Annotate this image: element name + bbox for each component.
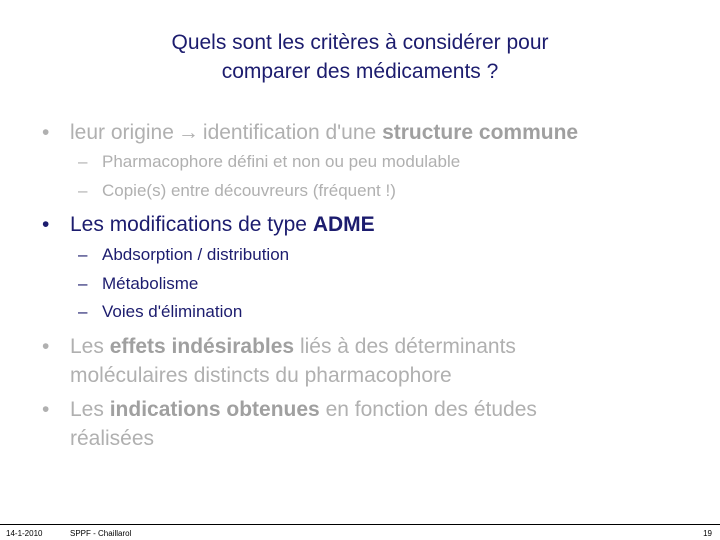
- sub-item-text: Pharmacophore défini et non ou peu modulable: [102, 152, 461, 171]
- sub-item-text: Copie(s) entre découvreurs (fréquent !): [102, 181, 396, 200]
- footer-author: SPPF - Chaillarol: [70, 529, 132, 538]
- page-number: 19: [703, 529, 712, 538]
- sub-item: [0, 177, 720, 205]
- bullet-marker: •: [42, 398, 50, 421]
- bullet-adme-bold: ADME: [312, 213, 375, 236]
- dash-marker: –: [78, 181, 88, 200]
- bullet-marker: •: [42, 213, 50, 236]
- footer-date: 14-1-2010: [6, 529, 43, 538]
- dash-marker: –: [78, 152, 88, 171]
- bullet-side-effects-line2: [0, 361, 720, 390]
- bullet-indications-rest: en fonction des études: [325, 398, 537, 421]
- sub-item: [0, 148, 720, 176]
- title-line-2: comparer des médicaments ?: [221, 60, 499, 83]
- bullet-indications-prefix: Les: [70, 398, 104, 421]
- bullet-origin-bold: structure commune: [382, 121, 579, 144]
- bullet-indications: [0, 395, 720, 424]
- slide-title: [0, 28, 720, 86]
- bullet-side-effects: [0, 332, 720, 361]
- bullet-marker: •: [42, 121, 50, 144]
- bullet-origin-mid: identification d'une: [202, 121, 377, 144]
- sub-item: [0, 270, 720, 298]
- sub-item-text: Abdsorption / distribution: [102, 245, 290, 264]
- sub-item: [0, 241, 720, 269]
- bullet-side-effects-continuation: moléculaires distincts du pharmacophore: [70, 364, 452, 387]
- bullet-origin: [0, 118, 720, 147]
- bullet-origin-prefix: leur origine: [70, 121, 174, 144]
- dash-marker: –: [78, 274, 88, 293]
- footer-divider: [0, 524, 720, 525]
- bullet-adme-prefix: Les modifications de type: [70, 213, 307, 236]
- arrow-right-icon: →: [177, 121, 199, 144]
- bullet-side-effects-prefix: Les: [70, 335, 104, 358]
- bullet-marker: •: [42, 335, 50, 358]
- bullet-side-effects-rest: liés à des déterminants: [299, 335, 516, 358]
- sub-item-text: Métabolisme: [102, 274, 199, 293]
- bullet-indications-bold: indications obtenues: [109, 398, 320, 421]
- dash-marker: –: [78, 302, 88, 321]
- title-line-1: Quels sont les critères à considérer pour: [171, 31, 549, 54]
- bullet-indications-line2: [0, 424, 720, 453]
- bullet-indications-continuation: réalisées: [70, 427, 155, 450]
- dash-marker: –: [78, 245, 88, 264]
- sub-item: [0, 298, 720, 326]
- sub-item-text: Voies d'élimination: [102, 302, 243, 321]
- bullet-side-effects-bold: effets indésirables: [109, 335, 295, 358]
- bullet-adme: [0, 210, 720, 239]
